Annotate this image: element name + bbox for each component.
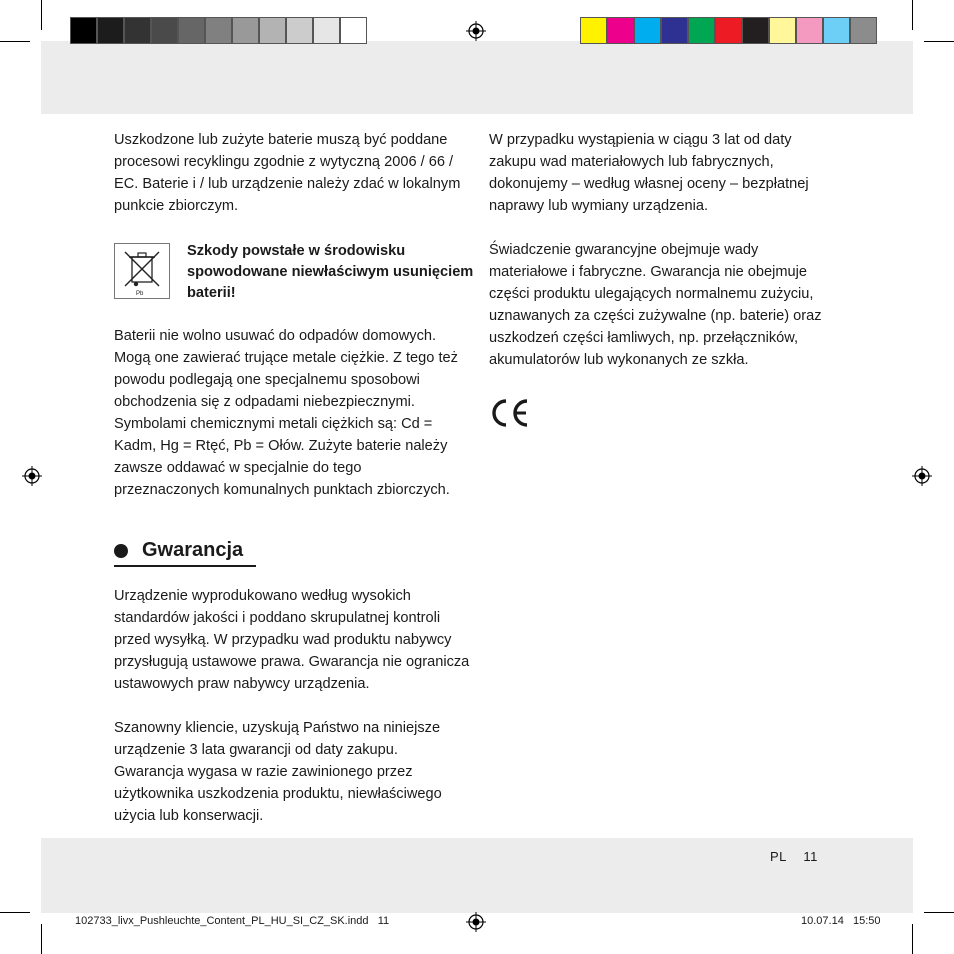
warranty-repair-paragraph: W przypadku wystąpienia w ciągu 3 lat od daty zakupu wad materiałowych lub fabrycznych, dokonujemy – według własnej oceny – bezpłatnej naprawy lub wymiany urządzenia. [489,132,809,214]
color-swatch [796,17,823,44]
slug-file-name: 102733_livx_Pushleuchte_Content_PL_HU_SI_CZ_SK.indd 11 [75,915,390,927]
page-number [770,849,818,864]
color-swatch [634,17,661,44]
registration-mark-icon [912,466,932,486]
section-heading-text: Gwarancja [142,539,244,561]
color-swatch [769,17,796,44]
grayscale-swatch [340,17,367,44]
color-swatch [823,17,850,44]
grayscale-calibration-bar [70,17,367,46]
color-swatch [607,17,634,44]
color-swatch [580,17,607,44]
grayscale-swatch [97,17,124,44]
color-calibration-bar [580,17,877,46]
left-column-disposal [114,325,470,501]
grayscale-swatch [70,17,97,44]
right-column [489,129,841,371]
header-band [41,41,913,114]
color-swatch [688,17,715,44]
grayscale-swatch [259,17,286,44]
color-swatch [742,17,769,44]
color-swatch [715,17,742,44]
disposal-paragraph: Baterii nie wolno usuwać do odpadów domowych. Mogą one zawierać trujące metale ciężkie. Z tego też powodu podlegają one specjalnemu sposobowi obchodzenia się z odpadami niebezpiecznymi. Symbolami chemicznymi metali ciężkich są: Cd = Kadm, Hg = Rtęć, Pb = Ołów. Zużyte baterie należy zawsze oddawać w specjalnie do tego przeznaczonych komunalnych punktach zbiorczych. [114,328,458,498]
left-column-warranty [114,585,470,827]
registration-mark-icon [22,466,42,486]
left-column-intro [114,129,470,217]
page-num: 11 [803,849,818,864]
ce-mark-icon [489,397,531,429]
registration-mark-icon [466,912,486,932]
registration-mark-icon [466,21,486,41]
section-heading-gwarancja [114,537,256,567]
grayscale-swatch [232,17,259,44]
grayscale-swatch [124,17,151,44]
grayscale-swatch [205,17,232,44]
color-swatch [661,17,688,44]
grayscale-swatch [286,17,313,44]
warning-text: Szkody powstałe w środowisku spowodowane niewłaściwym usunięciem baterii! [187,243,474,301]
warranty-paragraph-1: Urządzenie wyprodukowano według wysokich standardów jakości i poddano skrupulatnej kontroli przed wysyłką. W przypadku wad produktu nabywcy przysługują ustawowe prawa. Gwarancja nie ogranicza ustawowych praw nabywcy urządzenia. [114,588,470,692]
slug-date: 10.07.14 15:50 [801,915,881,927]
crossed-bin-icon [114,243,170,299]
grayscale-swatch [313,17,340,44]
grayscale-swatch [151,17,178,44]
battery-recycling-paragraph: Uszkodzone lub zużyte baterie muszą być poddane procesowi recyklingu zgodnie z wytyczną 2006 / 66 / EC. Baterie i / lub urządzenie należy zdać w lokalnym punkcie zbiorczym. [114,132,461,214]
svg-text:Pb: Pb [136,291,144,297]
warranty-scope-paragraph: Świadczenie gwarancyjne obejmuje wady materiałowe i fabryczne. Gwarancja nie obejmuje części produktu ulegających normalnemu zużyciu, uznawanych za części zużywalne (np. baterie) oraz uszkodzeń części łamliwych, np. przełączników, akumulatorów lub wykonanych ze szkła. [489,242,822,368]
color-swatch [850,17,877,44]
bullet-icon [114,544,128,558]
grayscale-swatch [178,17,205,44]
warranty-paragraph-2: Szanowny kliencie, uzyskują Państwo na niniejsze urządzenie 3 lata gwarancji od daty zakupu. Gwarancja wygasa w razie zawinionego przez użytkownika uszkodzenia produktu, niewłaściwego użycia lub konserwacji. [114,720,442,824]
page-lang: PL [770,849,787,864]
